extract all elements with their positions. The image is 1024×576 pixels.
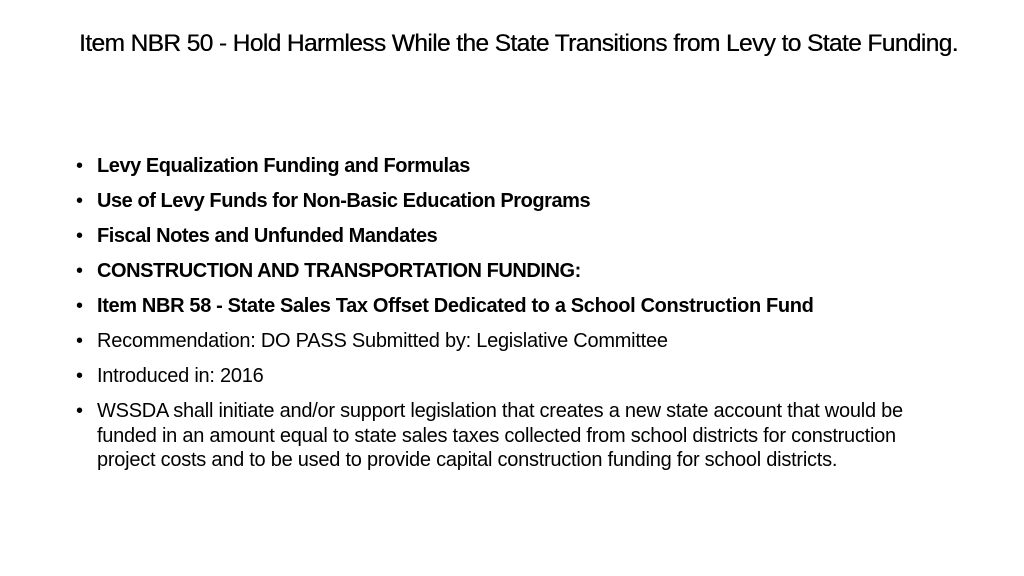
bullet-item bbox=[74, 224, 954, 249]
bullet-text: Item NBR 58 - State Sales Tax Offset Dedicated to a School Construction Fund bbox=[97, 295, 814, 317]
bullet-dot-icon: • bbox=[76, 400, 83, 422]
bullet-item bbox=[74, 154, 954, 179]
bullet-item bbox=[74, 329, 954, 354]
bullet-text: Use of Levy Funds for Non-Basic Education Programs bbox=[97, 190, 591, 212]
bullet-dot-icon: • bbox=[76, 225, 83, 247]
bullet-item bbox=[74, 189, 954, 214]
slide-title: Item NBR 50 - Hold Harmless While the State Transitions from Levy to State Funding. bbox=[79, 30, 958, 57]
bullet-item bbox=[74, 259, 954, 284]
bullet-dot-icon: • bbox=[76, 155, 83, 177]
bullet-dot-icon: • bbox=[76, 295, 83, 317]
bullet-item bbox=[74, 294, 954, 319]
bullet-text: Fiscal Notes and Unfunded Mandates bbox=[97, 225, 438, 247]
bullet-text: Introduced in: 2016 bbox=[97, 365, 264, 387]
bullet-item bbox=[74, 399, 954, 473]
bullet-dot-icon: • bbox=[76, 365, 83, 387]
bullet-dot-icon: • bbox=[76, 190, 83, 212]
bullet-dot-icon: • bbox=[76, 260, 83, 282]
bullet-list bbox=[74, 154, 954, 483]
bullet-text: WSSDA shall initiate and/or support legislation that creates a new state account that would be funded in an amount equal to state sales taxes collected from school districts for construction project costs and to be used to provide capital construction funding for school districts. bbox=[97, 400, 903, 471]
bullet-item bbox=[74, 364, 954, 389]
bullet-dot-icon: • bbox=[76, 330, 83, 352]
bullet-text: Levy Equalization Funding and Formulas bbox=[97, 155, 470, 177]
bullet-text: CONSTRUCTION AND TRANSPORTATION FUNDING: bbox=[97, 260, 581, 282]
bullet-text: Recommendation: DO PASS Submitted by: Legislative Committee bbox=[97, 330, 668, 352]
